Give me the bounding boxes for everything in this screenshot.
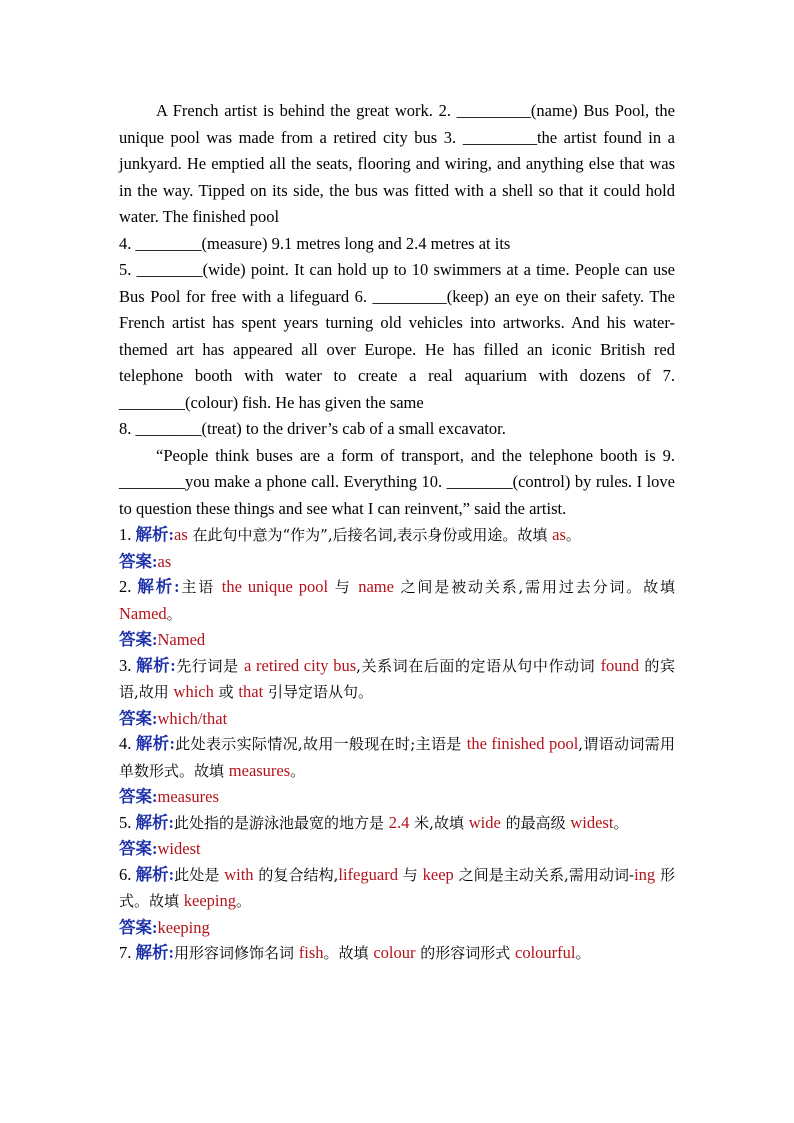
explanation-text: 。 (565, 526, 581, 544)
keyword-text: keeping (183, 891, 237, 910)
answer-value: Named (157, 630, 206, 649)
answer-line (119, 915, 675, 941)
explanation-item (119, 810, 675, 837)
keyword-text: colourful (515, 943, 576, 962)
explanation-text: 先行词是 (175, 656, 244, 675)
analysis-label: 解析: (135, 864, 175, 884)
keyword-text: which (173, 682, 214, 701)
explanation-text: 。 (236, 892, 252, 910)
explanation-item (119, 653, 675, 706)
answer-line (119, 627, 675, 653)
keyword-text: fish (298, 943, 324, 962)
explanation-text: 的形容词形式 (415, 944, 516, 962)
document-page (119, 98, 675, 967)
answer-label: 答案: (119, 708, 158, 728)
item-number: 5. (119, 812, 136, 832)
explanation-text: 用形容词修饰名词 (174, 944, 299, 962)
item-number: 7. (119, 943, 136, 962)
explanation-text: 。 (290, 761, 306, 780)
answer-line (119, 549, 675, 575)
keyword-text: found (600, 655, 640, 675)
answer-label: 答案: (119, 917, 158, 937)
explanation-text: 米,故填 (409, 813, 469, 832)
explanation-text: 引导定语从句。 (263, 683, 373, 701)
explanation-text: ,谓语动词需用单数形式。故填 (119, 735, 676, 780)
answer-line (119, 784, 675, 810)
passage-paragraph-quote: “People think buses are a form of transport, and the telephone booth is 9. ________you make a phone call. Everything 10. ________(control) by rules. I love to question these things and see what I can reinvent,” said the artist. (119, 445, 675, 518)
item-number: 2. (119, 577, 138, 596)
answer-line (119, 706, 675, 732)
explanation-text: ,关系词在后面的定语从句中作动词 (356, 656, 601, 675)
answer-value: widest (157, 839, 201, 858)
answer-value: keeping (157, 917, 210, 937)
explanation-text: 与 (328, 578, 359, 596)
explanation-text: 之间是被动关系,需用过去分词。故填 (393, 578, 675, 596)
passage-paragraph-1: A French artist is behind the great work. 2. _________(name) Bus Pool, the unique pool was made from a retired city bus 3. _________the artist found in a junkyard. He emptied all the seats, flooring and wiring, and anything else that was in the way. Tipped on its side, the bus was fitted with a shell so that it could hold water. The finished pool (119, 101, 675, 226)
keyword-text: the finished pool (466, 734, 579, 753)
answer-value: measures (157, 787, 219, 806)
keyword-text: 2.4 (388, 812, 410, 832)
explanation-item (119, 731, 675, 784)
explanation-text: 此处是 (174, 865, 225, 884)
answer-explanations (119, 522, 675, 967)
explanation-text: 的宾语,故用 (119, 656, 675, 701)
analysis-label: 解析: (136, 655, 176, 675)
answer-label: 答案: (119, 551, 158, 571)
explanation-text: 此处指的是游泳池最宽的地方是 (174, 813, 389, 832)
keyword-text: widest (570, 812, 614, 832)
keyword-text: ing (634, 864, 656, 884)
explanation-text: 之间是主动关系,需用动词- (453, 865, 635, 884)
reading-passage (119, 98, 675, 522)
answer-line (119, 836, 675, 862)
passage-line-8: 8. ________(treat) to the driver’s cab of a small excavator. (119, 419, 506, 438)
keyword-text: a retired city bus (244, 655, 357, 675)
keyword-text: that (238, 682, 264, 701)
item-number: 1. (119, 525, 136, 544)
explanation-text: 。故填 (323, 944, 374, 962)
keyword-text: name (358, 577, 394, 596)
explanation-text: 的复合结构, (253, 865, 339, 884)
explanation-item (119, 522, 675, 549)
explanation-text: 在此句中意为“作为”,后接名词,表示身份或用途。故填 (187, 526, 553, 544)
explanation-item (119, 862, 675, 915)
answer-label: 答案: (119, 630, 158, 649)
keyword-text: measures (228, 760, 291, 780)
answer-label: 答案: (119, 787, 158, 806)
keyword-text: colour (373, 943, 416, 962)
explanation-text: 形式。故填 (119, 865, 676, 910)
keyword-text: as (174, 525, 188, 544)
answer-label: 答案: (119, 839, 158, 858)
analysis-label: 解析: (135, 525, 174, 544)
answer-value: which/that (157, 708, 228, 728)
explanation-item (119, 940, 675, 967)
explanation-text: 与 (397, 865, 423, 884)
item-number: 4. (119, 734, 136, 753)
analysis-label: 解析: (135, 812, 174, 832)
explanation-text: 此处表示实际情况,故用一般现在时;主语是 (174, 735, 467, 753)
analysis-label: 解析: (137, 577, 180, 596)
explanation-item (119, 574, 675, 627)
explanation-text: 。 (575, 944, 591, 962)
keyword-text: as (552, 525, 566, 544)
explanation-text: 主语 (179, 578, 222, 596)
item-number: 6. (119, 864, 136, 884)
passage-line-4: 4. ________(measure) 9.1 metres long and 2.4 metres at its (119, 233, 511, 253)
answer-value: as (157, 551, 172, 571)
keyword-text: the unique pool (221, 577, 329, 596)
analysis-label: 解析: (135, 734, 175, 753)
explanation-text: 。 (166, 604, 182, 623)
keyword-text: with (224, 864, 254, 884)
explanation-text: 的最高级 (500, 813, 571, 832)
passage-paragraph-5: 5. ________(wide) point. It can hold up to 10 swimmers at a time. People can use Bus Pool for free with a lifeguard 6. _________(keep) an eye on their safety. The French artist has spent years turning old vehicles into artworks. And his water-themed art has appeared all over Europe. He has filled an iconic British red telephone booth with water to create a real aquarium with dozens of 7. ________(colour) fish. He has given the same (119, 260, 675, 412)
explanation-text: 。 (613, 813, 629, 832)
keyword-text: Named (119, 603, 167, 623)
item-number: 3. (119, 655, 137, 675)
keyword-text: wide (468, 812, 501, 832)
explanation-text: 或 (213, 683, 239, 701)
keyword-text: keep (422, 864, 454, 884)
analysis-label: 解析: (135, 943, 174, 962)
keyword-text: lifeguard (338, 864, 398, 884)
